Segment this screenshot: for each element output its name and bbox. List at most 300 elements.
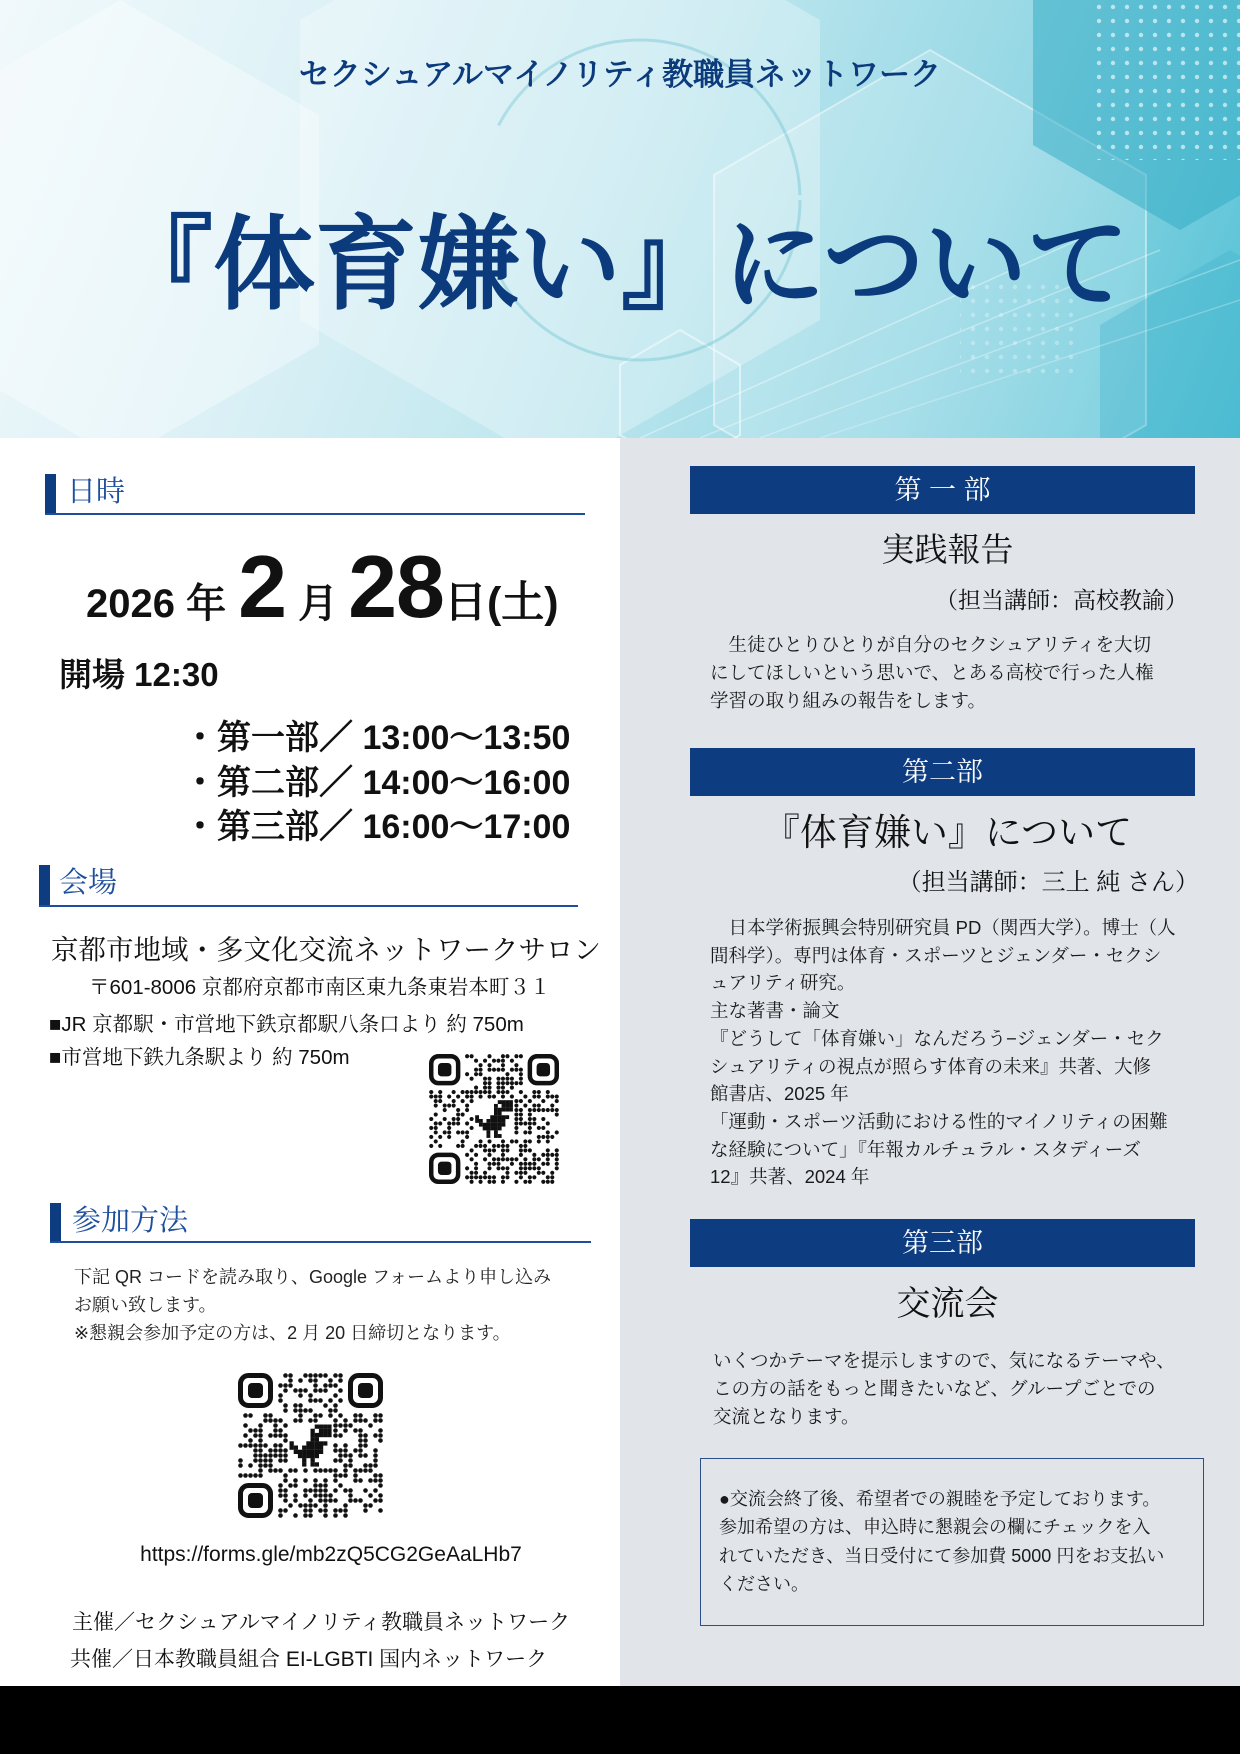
qr-module <box>313 1503 318 1508</box>
qr-module <box>519 1072 523 1076</box>
qr-module <box>519 1117 523 1121</box>
qr-module <box>283 1433 288 1438</box>
qr-module <box>288 1468 293 1473</box>
qr-module <box>501 1175 505 1179</box>
qr-module <box>465 1175 469 1179</box>
qr-module <box>313 1378 318 1383</box>
qr-module <box>373 1433 378 1438</box>
dino-pixel <box>494 1134 498 1138</box>
qr-module <box>338 1398 343 1403</box>
part-2-speaker: （担当講師：三上 純 さん） <box>897 869 1199 896</box>
qr-module <box>328 1413 333 1418</box>
qr-module <box>514 1081 518 1085</box>
qr-module <box>368 1463 373 1468</box>
dino-pixel <box>479 1123 483 1127</box>
dino-pixel <box>498 1115 502 1119</box>
qr-module <box>537 1135 541 1139</box>
qr-module <box>263 1453 268 1458</box>
qr-module <box>303 1513 308 1518</box>
qr-module <box>496 1077 500 1081</box>
qr-module <box>429 1135 433 1139</box>
qr-module <box>537 1126 541 1130</box>
qr-module <box>487 1148 491 1152</box>
qr-module <box>313 1483 318 1488</box>
qr-module <box>465 1108 469 1112</box>
qr-module <box>501 1148 505 1152</box>
qr-module <box>268 1463 273 1468</box>
qr-module <box>483 1077 487 1081</box>
dino-pixel <box>494 1111 498 1115</box>
qr-module <box>456 1121 460 1125</box>
qr-module <box>293 1498 298 1503</box>
qr-module <box>483 1086 487 1090</box>
qr-module <box>456 1117 460 1121</box>
qr-module <box>510 1139 514 1143</box>
qr-module <box>465 1121 469 1125</box>
qr-module <box>358 1428 363 1433</box>
qr-module <box>278 1393 283 1398</box>
qr-module <box>248 1443 253 1448</box>
qr-module <box>358 1498 363 1503</box>
description-line: 『どうして「体育嫌い」なんだろう−ジェンダー・セク <box>710 1027 1164 1049</box>
dino-pixel <box>505 1115 509 1119</box>
qr-module <box>358 1433 363 1438</box>
qr-module <box>492 1180 496 1184</box>
part-3-label: 第三部 <box>690 1219 1195 1267</box>
dino-pixel <box>505 1104 509 1108</box>
qr-module <box>338 1453 343 1458</box>
dino-pixel <box>302 1458 306 1462</box>
qr-module <box>519 1144 523 1148</box>
qr-module <box>438 1135 442 1139</box>
qr-module <box>273 1433 278 1438</box>
qr-module <box>328 1398 333 1403</box>
qr-module <box>438 1121 442 1125</box>
part-2-title: 『体育嫌い』について <box>762 812 1133 853</box>
qr-module <box>333 1448 338 1453</box>
dino-pixel <box>319 1450 323 1454</box>
qr-module <box>303 1493 308 1498</box>
qr-module <box>514 1157 518 1161</box>
qr-module <box>447 1121 451 1125</box>
qr-module <box>429 1095 433 1099</box>
qr-module <box>353 1473 358 1478</box>
qr-module <box>353 1498 358 1503</box>
dino-pixel <box>490 1123 494 1127</box>
qr-module <box>523 1144 527 1148</box>
qr-module <box>273 1468 278 1473</box>
qr-module <box>470 1180 474 1184</box>
qr-module <box>338 1388 343 1393</box>
qr-module <box>363 1438 368 1443</box>
qr-module <box>478 1063 482 1067</box>
qr-module <box>353 1428 358 1433</box>
qr-module <box>510 1095 514 1099</box>
qr-module <box>519 1148 523 1152</box>
qr-module <box>253 1428 258 1433</box>
qr-module <box>478 1139 482 1143</box>
instruction-line: 下記 QR コードを読み取り、Google フォームより申し込み <box>74 1267 552 1287</box>
instruction-line: ※懇親会参加予定の方は、2 月 20 日締切となります。 <box>74 1323 511 1343</box>
qr-module <box>514 1108 518 1112</box>
dino-pixel <box>323 1441 327 1445</box>
qr-module <box>470 1175 474 1179</box>
qr-module <box>333 1423 338 1428</box>
dino-pixel <box>498 1119 502 1123</box>
qr-module <box>546 1153 550 1157</box>
qr-module <box>537 1157 541 1161</box>
qr-module <box>496 1166 500 1170</box>
qr-module <box>378 1433 383 1438</box>
qr-module <box>434 1095 438 1099</box>
qr-module <box>298 1408 303 1413</box>
registration-qr-code <box>238 1373 383 1518</box>
dino-pixel <box>494 1119 498 1123</box>
qr-module <box>308 1488 313 1493</box>
qr-module <box>528 1139 532 1143</box>
qr-module <box>333 1478 338 1483</box>
qr-finder-center <box>248 1383 263 1398</box>
qr-module <box>465 1095 469 1099</box>
qr-module <box>537 1108 541 1112</box>
qr-module <box>338 1413 343 1418</box>
qr-module <box>487 1153 491 1157</box>
dino-pixel <box>315 1433 319 1437</box>
dino-pixel <box>494 1104 498 1108</box>
co-host-organizer: 共催／日本教職員組合 EI-LGBTI 国内ネットワーク <box>70 1648 548 1671</box>
qr-module <box>483 1059 487 1063</box>
qr-module <box>505 1072 509 1076</box>
qr-module <box>492 1059 496 1063</box>
schedule-item: ・第一部／ 13:00〜13:50 <box>183 719 571 757</box>
qr-module <box>238 1458 243 1463</box>
venue-address: 〒601-8006 京都府京都市南区東九条東岩本町３１ <box>89 976 551 999</box>
dino-pixel <box>502 1100 506 1104</box>
qr-module <box>243 1413 248 1418</box>
qr-module <box>303 1408 308 1413</box>
qr-module <box>429 1126 433 1130</box>
qr-module <box>523 1139 527 1143</box>
qr-module <box>461 1139 465 1143</box>
qr-module <box>313 1383 318 1388</box>
qr-module <box>514 1054 518 1058</box>
qr-module <box>278 1488 283 1493</box>
qr-module <box>434 1099 438 1103</box>
qr-module <box>343 1468 348 1473</box>
qr-module <box>528 1166 532 1170</box>
qr-module <box>358 1438 363 1443</box>
dino-pixel <box>306 1454 310 1458</box>
qr-module <box>303 1388 308 1393</box>
qr-module <box>268 1418 273 1423</box>
qr-module <box>343 1423 348 1428</box>
qr-module <box>501 1086 505 1090</box>
qr-module <box>278 1508 283 1513</box>
description-line: 日本学術振興会特別研究員 PD（関西大学）。博士（人 <box>710 917 1176 938</box>
qr-module <box>528 1121 532 1125</box>
qr-module <box>278 1398 283 1403</box>
qr-module <box>519 1108 523 1112</box>
qr-module <box>323 1503 328 1508</box>
qr-module <box>429 1144 433 1148</box>
qr-module <box>514 1112 518 1116</box>
dino-pixel <box>315 1454 319 1458</box>
qr-module <box>452 1103 456 1107</box>
dino-pixel <box>486 1123 490 1127</box>
qr-module <box>523 1162 527 1166</box>
qr-module <box>318 1508 323 1513</box>
qr-module <box>487 1063 491 1067</box>
qr-module <box>343 1488 348 1493</box>
qr-module <box>456 1112 460 1116</box>
qr-module <box>510 1086 514 1090</box>
qr-module <box>278 1448 283 1453</box>
part-1-label: 第 一 部 <box>690 466 1195 514</box>
qr-module <box>505 1144 509 1148</box>
qr-module <box>338 1483 343 1488</box>
qr-module <box>434 1139 438 1143</box>
qr-module <box>510 1162 514 1166</box>
section-underline <box>39 905 578 907</box>
dino-pixel <box>319 1425 323 1429</box>
registration-url[interactable]: https://forms.gle/mb2zQ5CG2GeAaLHb7 <box>140 1543 522 1566</box>
qr-module <box>263 1418 268 1423</box>
qr-module <box>496 1144 500 1148</box>
qr-module <box>328 1383 333 1388</box>
qr-module <box>546 1095 550 1099</box>
qr-module <box>514 1180 518 1184</box>
qr-module <box>283 1453 288 1458</box>
qr-module <box>368 1423 373 1428</box>
qr-module <box>333 1383 338 1388</box>
qr-module <box>248 1473 253 1478</box>
qr-module <box>447 1103 451 1107</box>
qr-module <box>268 1468 273 1473</box>
qr-module <box>514 1139 518 1143</box>
qr-finder-center <box>537 1063 550 1076</box>
qr-module <box>308 1503 313 1508</box>
qr-module <box>478 1072 482 1076</box>
qr-module <box>343 1463 348 1468</box>
qr-module <box>470 1126 474 1130</box>
qr-module <box>519 1166 523 1170</box>
qr-module <box>323 1513 328 1518</box>
dino-pixel <box>315 1425 319 1429</box>
qr-module <box>528 1180 532 1184</box>
qr-module <box>429 1090 433 1094</box>
qr-module <box>492 1148 496 1152</box>
dino-pixel <box>479 1119 483 1123</box>
qr-module <box>487 1175 491 1179</box>
qr-module <box>273 1453 278 1458</box>
qr-module <box>273 1443 278 1448</box>
qr-module <box>288 1378 293 1383</box>
qr-module <box>532 1108 536 1112</box>
qr-module <box>373 1453 378 1458</box>
qr-module <box>348 1423 353 1428</box>
qr-module <box>465 1130 469 1134</box>
qr-module <box>434 1130 438 1134</box>
qr-module <box>550 1135 554 1139</box>
notice-line: 参加希望の方は、申込時に懇親会の欄にチェックを入 <box>719 1517 1151 1538</box>
dino-pixel <box>319 1441 323 1445</box>
qr-module <box>514 1068 518 1072</box>
qr-module <box>303 1468 308 1473</box>
qr-module <box>278 1493 283 1498</box>
qr-module <box>278 1383 283 1388</box>
notice-line: れていただき、当日受付にて参加費 5000 円をお支払い <box>719 1545 1165 1566</box>
qr-module <box>323 1483 328 1488</box>
qr-module <box>514 1126 518 1130</box>
qr-module <box>268 1413 273 1418</box>
dino-pixel <box>311 1441 315 1445</box>
dino-pixel <box>486 1134 490 1138</box>
qr-module <box>550 1171 554 1175</box>
qr-module <box>514 1171 518 1175</box>
qr-module <box>308 1513 313 1518</box>
qr-module <box>514 1063 518 1067</box>
qr-module <box>348 1453 353 1458</box>
qr-module <box>541 1180 545 1184</box>
qr-module <box>278 1433 283 1438</box>
qr-module <box>343 1443 348 1448</box>
dino-pixel <box>498 1111 502 1115</box>
qr-module <box>501 1059 505 1063</box>
qr-module <box>434 1112 438 1116</box>
qr-module <box>313 1373 318 1378</box>
qr-module <box>434 1126 438 1130</box>
qr-module <box>253 1458 258 1463</box>
qr-module <box>253 1448 258 1453</box>
dino-pixel <box>327 1433 331 1437</box>
qr-module <box>318 1468 323 1473</box>
section-marker <box>39 865 50 907</box>
dino-pixel <box>327 1425 331 1429</box>
dino-pixel <box>505 1108 509 1112</box>
dino-pixel <box>311 1458 315 1462</box>
qr-module <box>318 1373 323 1378</box>
qr-module <box>474 1072 478 1076</box>
dino-pixel <box>494 1115 498 1119</box>
description-line: 「運動・スポーツ活動における性的マイノリティの困難 <box>710 1110 1168 1132</box>
qr-module <box>298 1413 303 1418</box>
qr-module <box>258 1438 263 1443</box>
qr-module <box>323 1508 328 1513</box>
qr-module <box>555 1108 559 1112</box>
dino-pixel <box>323 1425 327 1429</box>
event-title: 『体育嫌い』について <box>111 208 1129 322</box>
dino-pixel <box>311 1462 315 1466</box>
qr-module <box>333 1473 338 1478</box>
qr-module <box>343 1428 348 1433</box>
qr-module <box>283 1508 288 1513</box>
qr-module <box>238 1443 243 1448</box>
description-line: 生徒ひとりひとりが自分のセクシュアリティを大切 <box>710 634 1152 655</box>
qr-module <box>537 1090 541 1094</box>
description-line: な経験について」『年報カルチュラル・スタディーズ <box>710 1138 1141 1160</box>
qr-module <box>456 1144 460 1148</box>
part-3-description <box>713 1347 1175 1431</box>
qr-module <box>452 1117 456 1121</box>
qr-module <box>333 1373 338 1378</box>
qr-module <box>546 1090 550 1094</box>
dino-pixel <box>294 1450 298 1454</box>
qr-module <box>474 1086 478 1090</box>
qr-module <box>258 1443 263 1448</box>
qr-module <box>323 1383 328 1388</box>
qr-module <box>378 1493 383 1498</box>
qr-module <box>501 1180 505 1184</box>
qr-module <box>505 1166 509 1170</box>
qr-module <box>461 1130 465 1134</box>
qr-module <box>353 1413 358 1418</box>
doors-open-time: 開場 12:30 <box>59 656 219 693</box>
qr-module <box>555 1148 559 1152</box>
qr-module <box>465 1090 469 1094</box>
qr-module <box>456 1108 460 1112</box>
qr-module <box>353 1448 358 1453</box>
qr-module <box>447 1095 451 1099</box>
qr-module <box>470 1148 474 1152</box>
qr-module <box>343 1448 348 1453</box>
qr-module <box>470 1054 474 1058</box>
qr-module <box>456 1130 460 1134</box>
qr-module <box>343 1513 348 1518</box>
qr-module <box>278 1468 283 1473</box>
dino-pixel <box>502 1104 506 1108</box>
qr-module <box>293 1483 298 1488</box>
qr-module <box>278 1458 283 1463</box>
venue-access: ■JR 京都駅・市営地下鉄京都駅八条口より 約 750m <box>49 1013 524 1036</box>
qr-module <box>505 1077 509 1081</box>
date-year: 2026 年 <box>86 582 227 626</box>
qr-module <box>373 1463 378 1468</box>
qr-module <box>492 1095 496 1099</box>
qr-module <box>333 1488 338 1493</box>
qr-module <box>263 1463 268 1468</box>
qr-module <box>532 1121 536 1125</box>
qr-module <box>268 1458 273 1463</box>
section-underline <box>45 513 585 515</box>
qr-module <box>283 1498 288 1503</box>
dino-pixel <box>494 1130 498 1134</box>
qr-module <box>333 1393 338 1398</box>
dino-pixel <box>494 1123 498 1127</box>
dino-pixel <box>494 1108 498 1112</box>
qr-module <box>519 1077 523 1081</box>
qr-module <box>363 1443 368 1448</box>
qr-module <box>474 1166 478 1170</box>
qr-module <box>283 1473 288 1478</box>
qr-module <box>550 1095 554 1099</box>
qr-module <box>368 1493 373 1498</box>
datetime-heading: 日時 <box>67 476 126 508</box>
qr-module <box>308 1373 313 1378</box>
host-organizer: 主催／セクシュアルマイノリティ教職員ネットワーク <box>72 1611 571 1634</box>
qr-module <box>353 1418 358 1423</box>
qr-module <box>555 1157 559 1161</box>
qr-module <box>483 1148 487 1152</box>
dino-pixel <box>294 1446 298 1450</box>
qr-module <box>333 1468 338 1473</box>
qr-module <box>358 1443 363 1448</box>
qr-module <box>258 1463 263 1468</box>
qr-module <box>523 1166 527 1170</box>
qr-module <box>313 1413 318 1418</box>
qr-module <box>378 1428 383 1433</box>
qr-module <box>492 1068 496 1072</box>
dino-pixel <box>306 1450 310 1454</box>
